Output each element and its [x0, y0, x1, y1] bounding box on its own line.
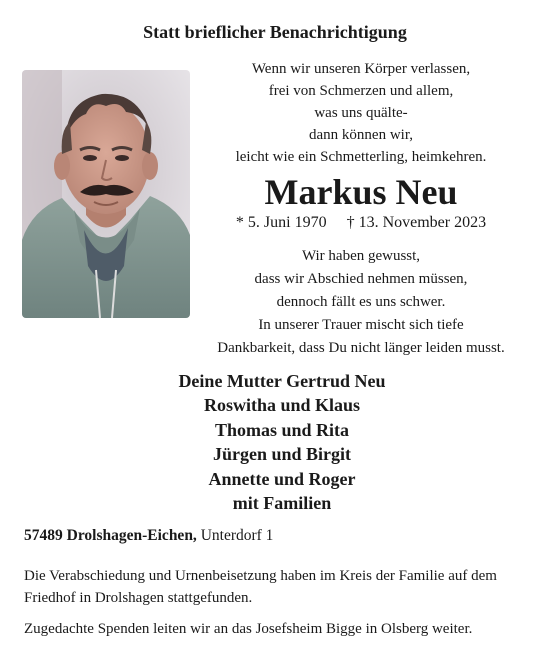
header-title: Statt brieflicher Benachrichtigung — [143, 22, 407, 42]
family-member: Deine Mutter Gertrud Neu — [178, 371, 386, 391]
poem-bottom-line: dennoch fällt es uns schwer. — [276, 294, 446, 310]
poem-bottom — [190, 245, 532, 360]
address — [24, 527, 273, 545]
poem-top-line: leicht wie ein Schmetterling, heimkehren. — [235, 149, 487, 165]
family-member: mit Familien — [232, 493, 332, 514]
family-member: Roswitha und Klaus — [203, 395, 361, 416]
death-date: † 13. November 2023 — [346, 214, 487, 231]
family-list — [152, 369, 412, 515]
poem-bottom-line: Dankbarkeit, dass Du nicht länger leiden musst. — [217, 340, 505, 356]
poem-bottom-line: dass wir Abschied nehmen müssen, — [254, 271, 468, 287]
address-street: Unterdorf 1 — [200, 527, 274, 544]
ceremony-info: Die Verabschiedung und Urnenbeisetzung haben im Kreis der Familie auf dem Friedhof in Drolshagen stattgefunden. — [24, 568, 497, 606]
donation-info: Zugedachte Spenden leiten wir an das Josefsheim Bigge in Olsberg weiter. — [24, 621, 473, 637]
birth-date: * 5. Juni 1970 — [235, 214, 327, 231]
address-city: 57489 Drolshagen-Eichen, — [24, 527, 197, 544]
poem-top-line: dann können wir, — [309, 127, 413, 143]
poem-top-line: Wenn wir unseren Körper verlassen, — [251, 61, 471, 77]
obituary-card — [2, 2, 548, 653]
poem-top-line: frei von Schmerzen und allem, — [268, 83, 454, 99]
family-member: Thomas und Rita — [214, 419, 350, 440]
portrait-image — [22, 70, 190, 318]
family-member: Jürgen und Birgit — [212, 444, 352, 465]
poem-top — [190, 58, 532, 168]
poem-bottom-line: In unserer Trauer mischt sich tiefe — [258, 317, 464, 333]
deceased-name: Markus Neu — [264, 172, 458, 212]
life-dates — [190, 212, 532, 234]
family-member: Annette und Roger — [208, 468, 356, 489]
poem-top-line: was uns quälte- — [314, 105, 408, 121]
poem-bottom-line: Wir haben gewusst, — [301, 248, 421, 264]
portrait-photo — [22, 70, 190, 318]
